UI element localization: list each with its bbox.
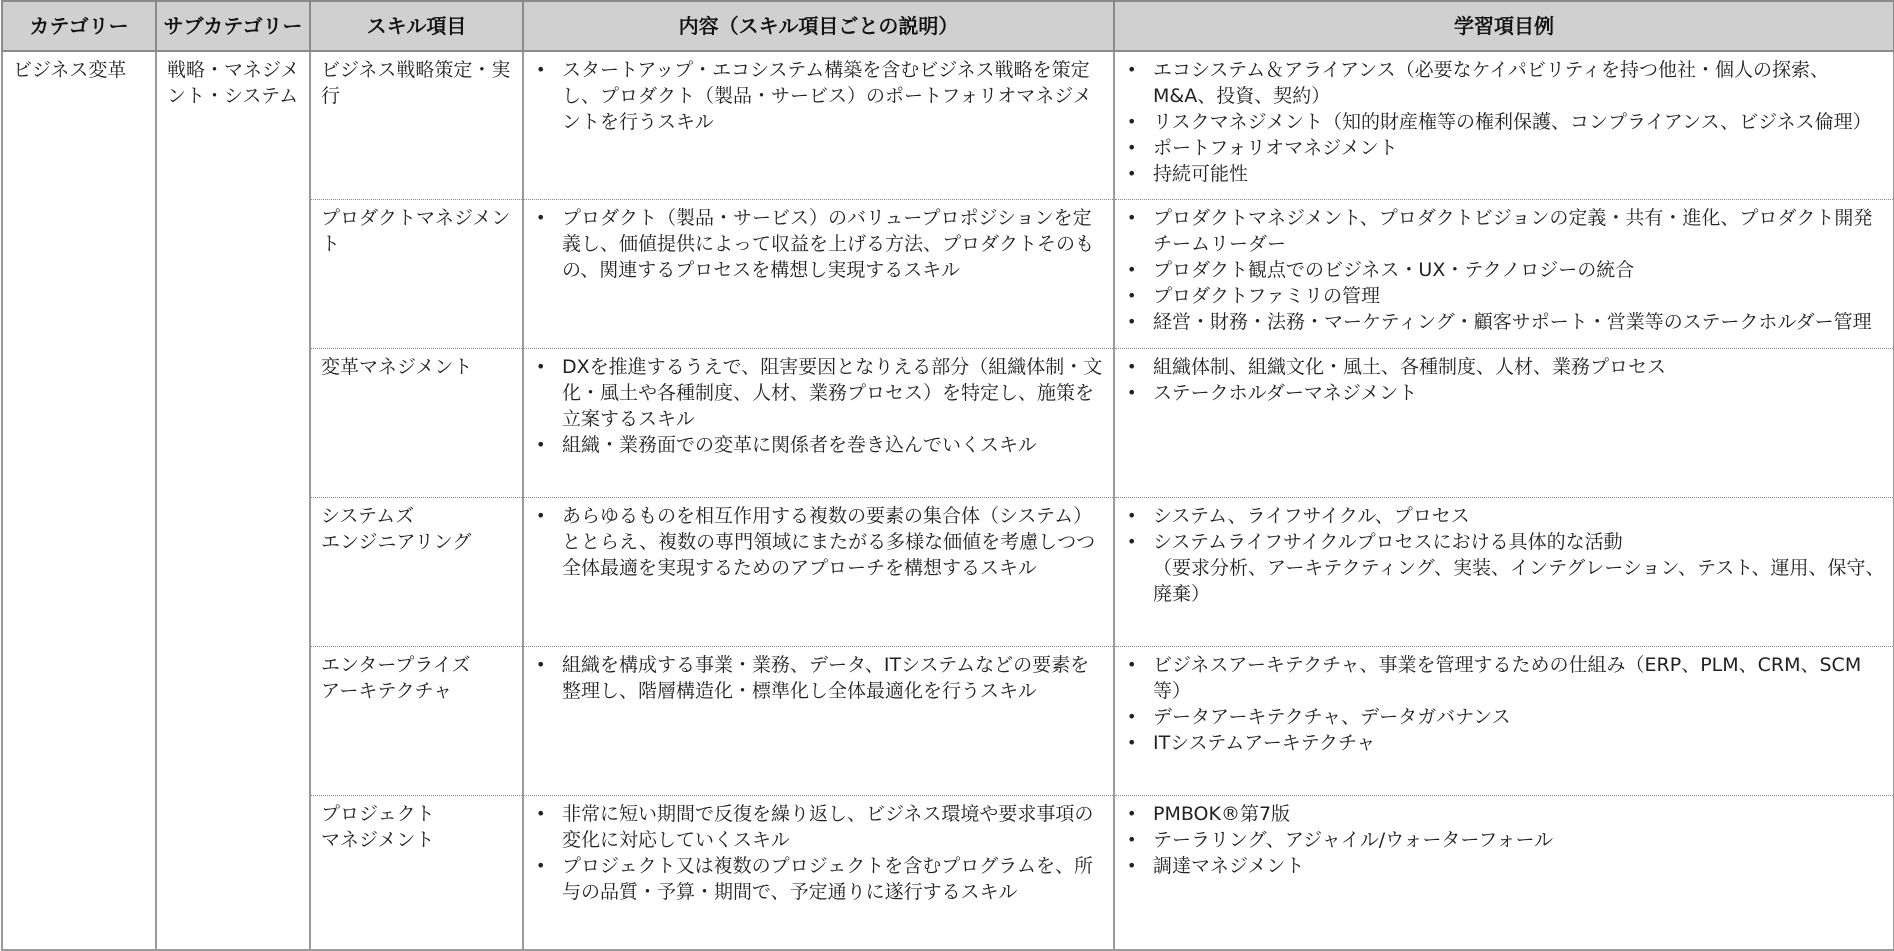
bullet-icon: • [536,357,546,376]
learning-cell [1114,51,1894,200]
skill-cell: ビジネス戦略策定・実行 [310,51,523,200]
bullet-icon: • [1127,208,1137,227]
list-item-text: プロダクトマネジメント、プロダクトビジョンの定義・共有・進化、プロダクト開発チームリーダー [1153,207,1873,255]
header-learning: 学習項目例 [1114,1,1894,51]
bullet-icon: • [536,208,546,227]
bullet-icon: • [536,856,546,875]
list-item [1125,801,1885,827]
list-item [1125,283,1885,309]
list-item [1125,161,1885,187]
skill-cell: 変革マネジメント [310,349,523,498]
bullet-icon: • [536,804,546,823]
bullet-icon: • [1127,830,1137,849]
description-cell [523,796,1114,951]
learning-cell [1114,200,1894,349]
header-skill: スキル項目 [310,1,523,51]
bullet-icon: • [1127,655,1137,674]
list-item [534,853,1105,905]
list-item [534,205,1105,283]
list-item-text: システムライフサイクルプロセスにおける具体的な活動 （要求分析、アーキテクティング、実装、インテグレーション、テスト、運用、保守、廃棄） [1153,531,1885,605]
bullet-icon: • [1127,286,1137,305]
list-item-text: ステークホルダーマネジメント [1153,382,1418,404]
list-item-text: プロダクト（製品・サービス）のバリュープロポジションを定義し、価値提供によって収益を上げる方法、プロダクトそのもの、関連するプロセスを構想し実現するスキル [562,207,1095,281]
list-item-text: 組織体制、組織文化・風土、各種制度、人材、業務プロセス [1153,356,1667,378]
table-row [2,51,1894,200]
table-header-row [2,1,1894,51]
bullet-icon: • [1127,312,1137,331]
list-item-text: PMBOK®第7版 [1153,803,1291,825]
learning-cell [1114,647,1894,796]
bullet-icon: • [1127,707,1137,726]
learning-cell [1114,796,1894,951]
list-item-text: プロダクトファミリの管理 [1153,285,1381,307]
list-item-text: 調達マネジメント [1153,855,1305,877]
bullet-icon: • [1127,112,1137,131]
header-subcategory: サブカテゴリー [156,1,310,51]
list-item [1125,109,1885,135]
list-item-text: ポートフォリオマネジメント [1153,137,1398,159]
subcategory-cell [156,51,310,950]
list-item [1125,529,1885,607]
bullet-icon: • [1127,357,1137,376]
list-item [1125,503,1885,529]
description-cell [523,498,1114,647]
list-item-text: DXを推進するうえで、阻害要因となりえる部分（組織体制・文化・風土や各種制度、人材、業務プロセス）を特定し、施策を立案するスキル [562,356,1103,430]
description-cell [523,200,1114,349]
bullet-icon: • [1127,733,1137,752]
bullet-icon: • [1127,804,1137,823]
bullet-icon: • [536,60,546,79]
list-item [534,432,1105,458]
list-item [1125,309,1885,335]
bullet-icon: • [536,506,546,525]
list-item-text: 組織を構成する事業・業務、データ、ITシステムなどの要素を整理し、階層構造化・標準化し全体最適化を行うスキル [562,654,1090,702]
list-item [1125,354,1885,380]
list-item [534,801,1105,853]
list-item-text: スタートアップ・エコシステム構築を含むビジネス戦略を策定し、プロダクト（製品・サービス）のポートフォリオマネジメントを行うスキル [562,59,1092,133]
subcategory-label: 戦略・マネジメント・システム [167,59,300,107]
skill-table [1,0,1894,951]
header-description: 内容（スキル項目ごとの説明） [523,1,1114,51]
list-item-text: ビジネスアーキテクチャ、事業を管理するための仕組み（ERP、PLM、CRM、SCM等） [1153,654,1862,702]
list-item [1125,257,1885,283]
bullet-icon: • [1127,164,1137,183]
list-item [1125,853,1885,879]
list-item-text: システム、ライフサイクル、プロセス [1153,505,1470,527]
list-item [1125,135,1885,161]
list-item-text: 持続可能性 [1153,163,1249,185]
list-item-text: プロダクト観点でのビジネス・UX・テクノロジーの統合 [1153,259,1635,281]
list-item [1125,704,1885,730]
bullet-icon: • [536,435,546,454]
list-item-text: エコシステム＆アライアンス（必要なケイパビリティを持つ他社・個人の探索、M&A、投資、契約） [1153,59,1830,107]
description-cell [523,51,1114,200]
list-item-text: テーラリング、アジャイル/ウォーターフォール [1153,829,1554,851]
skill-cell: システムズ エンジニアリング [310,498,523,647]
description-cell [523,349,1114,498]
list-item [534,503,1105,581]
skill-cell: プロジェクト マネジメント [310,796,523,951]
list-item-text: プロジェクト又は複数のプロジェクトを含むプログラムを、所与の品質・予算・期間で、予定通りに遂行するスキル [562,855,1094,903]
list-item [534,57,1105,135]
list-item [1125,57,1885,109]
learning-cell [1114,349,1894,498]
bullet-icon: • [1127,260,1137,279]
list-item [1125,205,1885,257]
list-item [534,354,1105,432]
list-item [534,652,1105,704]
bullet-icon: • [1127,506,1137,525]
list-item-text: リスクマネジメント（知的財産権等の権利保護、コンプライアンス、ビジネス倫理） [1153,111,1872,133]
list-item [1125,652,1885,704]
bullet-icon: • [1127,60,1137,79]
list-item-text: ITシステムアーキテクチャ [1153,732,1376,754]
description-cell [523,647,1114,796]
list-item [1125,730,1885,756]
list-item-text: あらゆるものを相互作用する複数の要素の集合体（システム）ととらえ、複数の専門領域にまたがる多様な価値を考慮しつつ全体最適を実現するためのアプローチを構想するスキル [562,505,1096,579]
skill-cell: エンタープライズ アーキテクチャ [310,647,523,796]
list-item-text: 組織・業務面での変革に関係者を巻き込んでいくスキル [562,434,1037,456]
list-item-text: 非常に短い期間で反復を繰り返し、ビジネス環境や要求事項の変化に対応していくスキル [562,803,1094,851]
bullet-icon: • [1127,532,1137,551]
skill-table-page [1,0,1893,938]
bullet-icon: • [1127,856,1137,875]
category-cell: ビジネス変革 [2,51,156,950]
skill-cell: プロダクトマネジメント [310,200,523,349]
list-item [1125,380,1885,406]
bullet-icon: • [1127,383,1137,402]
list-item-text: データアーキテクチャ、データガバナンス [1153,706,1511,728]
list-item [1125,827,1885,853]
header-category: カテゴリー [2,1,156,51]
bullet-icon: • [536,655,546,674]
bullet-icon: • [1127,138,1137,157]
learning-cell [1114,498,1894,647]
list-item-text: 経営・財務・法務・マーケティング・顧客サポート・営業等のステークホルダー管理 [1153,311,1872,333]
